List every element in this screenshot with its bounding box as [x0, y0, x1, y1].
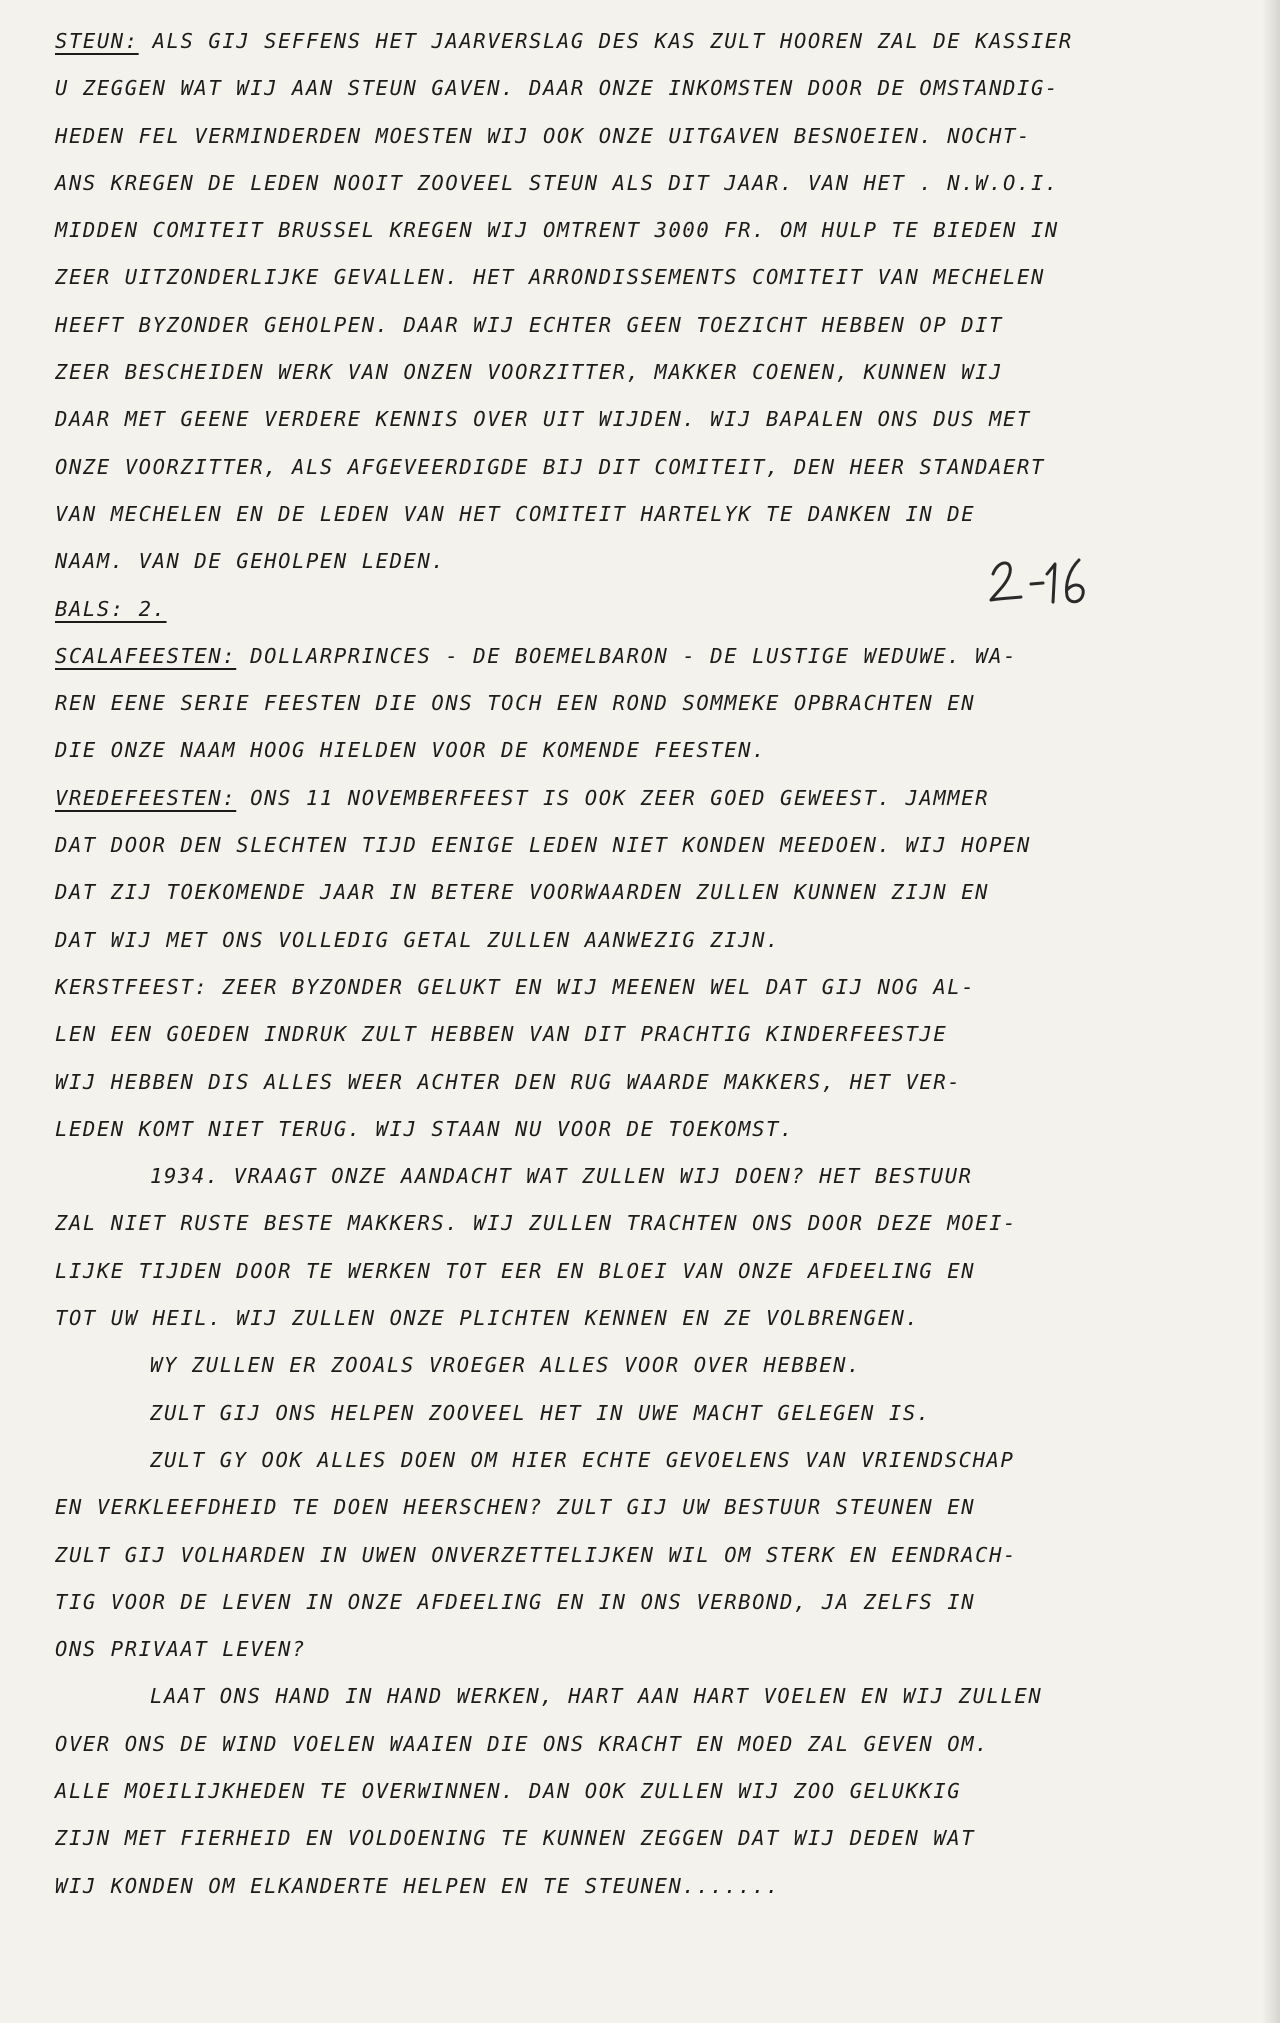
text-line: U ZEGGEN WAT WIJ AAN STEUN GAVEN. DAAR ONZE INKOMSTEN DOOR DE OMSTANDIG- — [55, 76, 1059, 101]
text-line: WY ZULLEN ER ZOOALS VROEGER ALLES VOOR OVER HEBBEN. — [150, 1353, 862, 1378]
section-label-bals: BALS: 2. — [55, 596, 167, 621]
line-text: ONS 11 NOVEMBERFEEST IS OOK ZEER GOED GEWEEST. JAMMER — [250, 785, 990, 810]
text-line: ZEER BESCHEIDEN WERK VAN ONZEN VOORZITTER, MAKKER COENEN, KUNNEN WIJ — [55, 360, 1004, 385]
text-line — [55, 18, 1270, 65]
text-line: ANS KREGEN DE LEDEN NOOIT ZOOVEEL STEUN ALS DIT JAAR. VAN HET . N.W.O.I. — [55, 170, 1059, 195]
text-line: WIJ KONDEN OM ELKANDERTE HELPEN EN TE STEUNEN....... — [55, 1873, 780, 1898]
handwritten-annotation-2-16 — [985, 552, 1095, 612]
text-line: ZULT GIJ ONS HELPEN ZOOVEEL HET IN UWE MACHT GELEGEN IS. — [150, 1400, 931, 1425]
text-line: DAT ZIJ TOEKOMENDE JAAR IN BETERE VOORWAARDEN ZULLEN KUNNEN ZIJN EN — [55, 880, 990, 905]
text-line: REN EENE SERIE FEESTEN DIE ONS TOCH EEN ROND SOMMEKE OPBRACHTEN EN — [55, 691, 976, 716]
text-line — [55, 775, 1270, 822]
text-line: VAN MECHELEN EN DE LEDEN VAN HET COMITEIT HARTELYK TE DANKEN IN DE — [55, 501, 976, 526]
text-line: ZIJN MET FIERHEID EN VOLDOENING TE KUNNEN ZEGGEN DAT WIJ DEDEN WAT — [55, 1826, 976, 1851]
text-line: ALLE MOEILIJKHEDEN TE OVERWINNEN. DAN OOK ZULLEN WIJ ZOO GELUKKIG — [55, 1778, 962, 1803]
text-line: ONS PRIVAAT LEVEN? — [55, 1637, 306, 1662]
section-label-vredefeesten: VREDEFEESTEN: — [55, 785, 237, 810]
text-line: TOT UW HEIL. WIJ ZULLEN ONZE PLICHTEN KENNEN EN ZE VOLBRENGEN. — [55, 1306, 920, 1331]
text-line — [55, 633, 1270, 680]
text-line: DAT WIJ MET ONS VOLLEDIG GETAL ZULLEN AANWEZIG ZIJN. — [55, 927, 780, 952]
text-line: LEN EEN GOEDEN INDRUK ZULT HEBBEN VAN DIT PRACHTIG KINDERFEESTJE — [55, 1022, 948, 1047]
section-label-scalafeesten: SCALAFEESTEN: — [55, 643, 237, 668]
text-line: 1934. VRAAGT ONZE AANDACHT WAT ZULLEN WIJ DOEN? HET BESTUUR — [150, 1164, 973, 1189]
text-line: WIJ HEBBEN DIS ALLES WEER ACHTER DEN RUG WAARDE MAKKERS, HET VER- — [55, 1069, 962, 1094]
text-line: EN VERKLEEFDHEID TE DOEN HEERSCHEN? ZULT GIJ UW BESTUUR STEUNEN EN — [55, 1495, 976, 1520]
text-line: DAT DOOR DEN SLECHTEN TIJD EENIGE LEDEN NIET KONDEN MEEDOEN. WIJ HOPEN — [55, 833, 1031, 858]
text-line: LAAT ONS HAND IN HAND WERKEN, HART AAN HART VOELEN EN WIJ ZULLEN — [150, 1684, 1043, 1709]
text-line: ZEER UITZONDERLIJKE GEVALLEN. HET ARRONDISSEMENTS COMITEIT VAN MECHELEN — [55, 265, 1045, 290]
text-line: DIE ONZE NAAM HOOG HIELDEN VOOR DE KOMENDE FEESTEN. — [55, 738, 767, 763]
text-line: NAAM. VAN DE GEHOLPEN LEDEN. — [55, 549, 446, 574]
text-line: ZULT GY OOK ALLES DOEN OM HIER ECHTE GEVOELENS VAN VRIENDSCHAP — [150, 1447, 1015, 1472]
handwritten-text — [55, 18, 1270, 1910]
text-line: DAAR MET GEENE VERDERE KENNIS OVER UIT WIJDEN. WIJ BAPALEN ONS DUS MET — [55, 407, 1031, 432]
text-line: HEDEN FEL VERMINDERDEN MOESTEN WIJ OOK ONZE UITGAVEN BESNOEIEN. NOCHT- — [55, 123, 1031, 148]
text-line: ONZE VOORZITTER, ALS AFGEVEERDIGDE BIJ DIT COMITEIT, DEN HEER STANDAERT — [55, 454, 1045, 479]
text-line: MIDDEN COMITEIT BRUSSEL KREGEN WIJ OMTRENT 3000 FR. OM HULP TE BIEDEN IN — [55, 218, 1059, 243]
line-text: ALS GIJ SEFFENS HET JAARVERSLAG DES KAS ZULT HOOREN ZAL DE KASSIER — [152, 29, 1073, 53]
text-line: KERSTFEEST: ZEER BYZONDER GELUKT EN WIJ MEENEN WEL DAT GIJ NOG AL- — [55, 974, 976, 999]
text-line: HEEFT BYZONDER GEHOLPEN. DAAR WIJ ECHTER GEEN TOEZICHT HEBBEN OP DIT — [55, 312, 1004, 337]
text-line: LIJKE TIJDEN DOOR TE WERKEN TOT EER EN BLOEI VAN ONZE AFDEELING EN — [55, 1258, 976, 1283]
text-line: ZULT GIJ VOLHARDEN IN UWEN ONVERZETTELIJKEN WIL OM STERK EN EENDRACH- — [55, 1542, 1018, 1567]
section-label-steun: STEUN: — [55, 29, 139, 53]
text-line: OVER ONS DE WIND VOELEN WAAIEN DIE ONS KRACHT EN MOED ZAL GEVEN OM. — [55, 1731, 990, 1756]
text-line: ZAL NIET RUSTE BESTE MAKKERS. WIJ ZULLEN TRACHTEN ONS DOOR DEZE MOEI- — [55, 1211, 1018, 1236]
line-text: DOLLARPRINCES - DE BOEMELBARON - DE LUSTIGE WEDUWE. WA- — [250, 643, 1018, 668]
text-line: LEDEN KOMT NIET TERUG. WIJ STAAN NU VOOR DE TOEKOMST. — [55, 1116, 794, 1141]
text-line: TIG VOOR DE LEVEN IN ONZE AFDEELING EN IN ONS VERBOND, JA ZELFS IN — [55, 1589, 976, 1614]
